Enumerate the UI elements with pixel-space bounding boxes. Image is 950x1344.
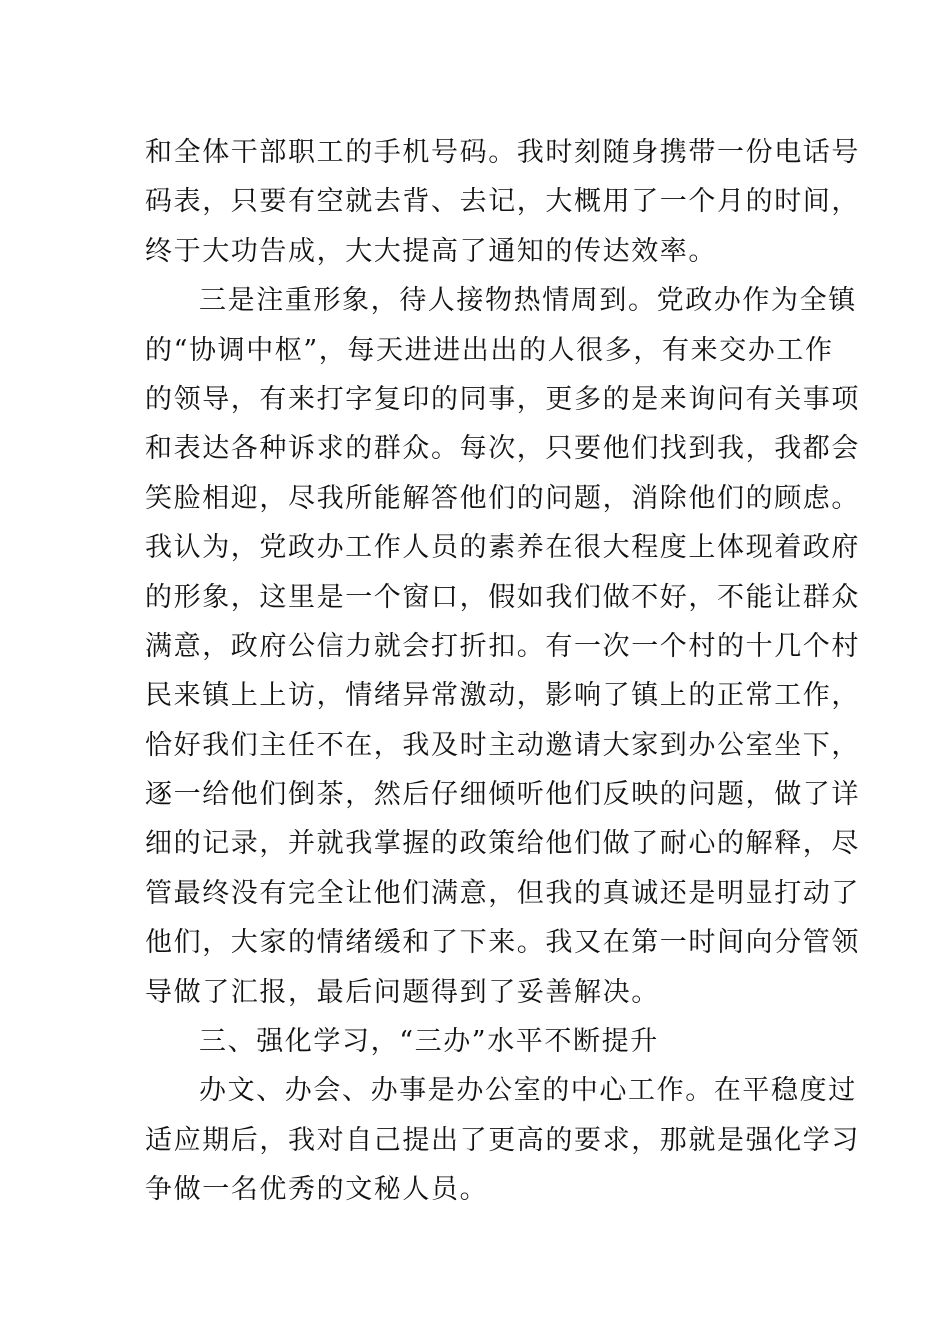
text-line: 码表，只要有空就去背、去记，大概用了一个月的时间， (145, 186, 860, 218)
text-line: 适应期后，我对自己提出了更高的要求，那就是强化学习 (145, 1124, 860, 1156)
text-line: 满意，政府公信力就会打折扣。有一次一个村的十几个村 (145, 630, 860, 662)
text-line: 民来镇上上访，情绪异常激动，影响了镇上的正常工作， (145, 680, 860, 712)
text-line: 笑脸相迎，尽我所能解答他们的问题，消除他们的顾虑。 (145, 482, 860, 514)
paragraph-image-reception (145, 276, 860, 1017)
text-line: 终于大功告成，大大提高了通知的传达效率。 (145, 235, 717, 267)
text-line: 我认为，党政办工作人员的素养在很大程度上体现着政府 (145, 532, 860, 564)
paragraph-phone-numbers (145, 128, 860, 276)
text-line: 的领导，有来打字复印的同事，更多的是来询问有关事项 (145, 383, 860, 415)
text-line: 的“协调中枢”，每天进进出出的人很多，有来交办工作 (145, 334, 834, 366)
text-line: 的形象，这里是一个窗口，假如我们做不好，不能让群众 (145, 581, 860, 613)
document-body (145, 128, 860, 1215)
paragraph-study (145, 1066, 860, 1214)
text-line: 和表达各种诉求的群众。每次，只要他们找到我，我都会 (145, 433, 860, 465)
text-line: 管最终没有完全让他们满意，但我的真诚还是明显打动了 (145, 877, 860, 909)
text-line: 三是注重形象，待人接物热情周到。党政办作为全镇 (199, 285, 857, 317)
text-line: 导做了汇报，最后问题得到了妥善解决。 (145, 976, 660, 1008)
text-line: 细的记录，并就我掌握的政策给他们做了耐心的解释，尽 (145, 828, 860, 860)
text-line: 逐一给他们倒茶，然后仔细倾听他们反映的问题，做了详 (145, 779, 860, 811)
text-line: 他们，大家的情绪缓和了下来。我又在第一时间向分管领 (145, 927, 860, 959)
text-line: 和全体干部职工的手机号码。我时刻随身携带一份电话号 (145, 137, 860, 168)
text-line: 办文、办会、办事是办公室的中心工作。在平稳度过 (199, 1075, 857, 1107)
text-line: 恰好我们主任不在，我及时主动邀请大家到办公室坐下， (145, 729, 860, 761)
section-heading-text: 三、强化学习，“三办”水平不断提升 (199, 1026, 659, 1058)
text-line: 争做一名优秀的文秘人员。 (145, 1174, 489, 1206)
section-heading (145, 1017, 810, 1066)
